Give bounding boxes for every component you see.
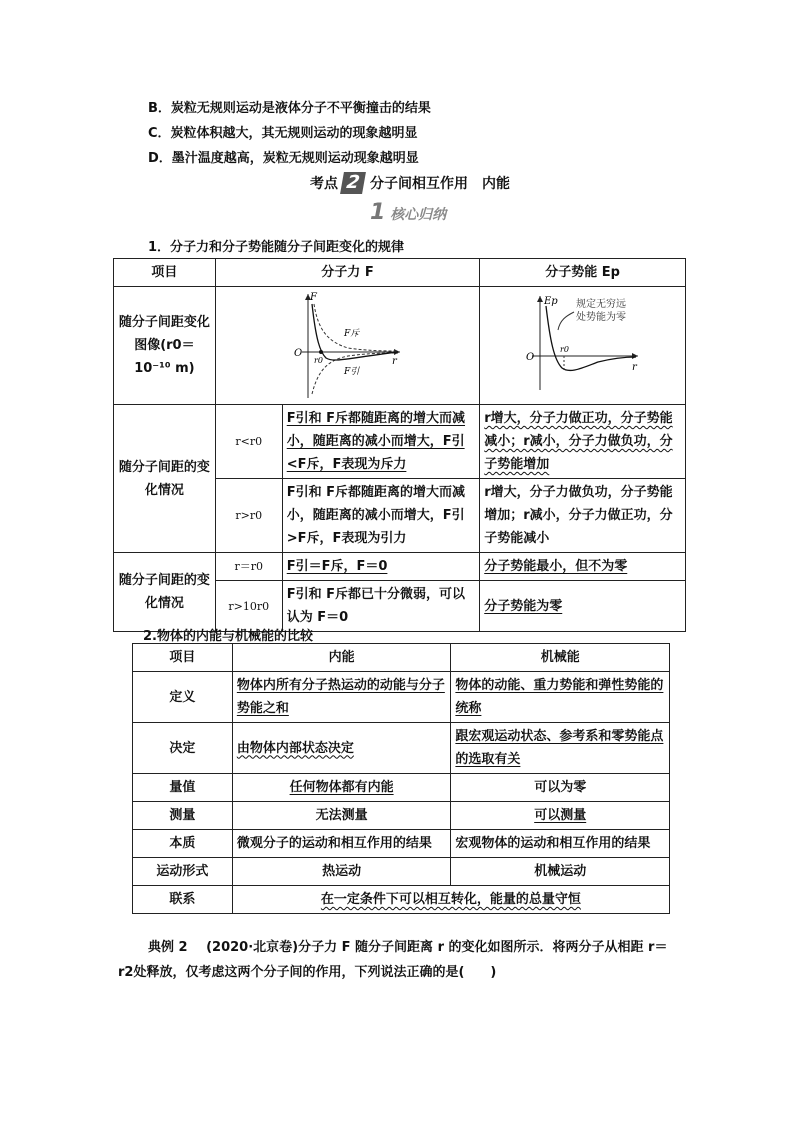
core-summary-text: 核心归纳 [390, 207, 447, 223]
t1-gt-energy: r增大，分子力做负功，分子势能增加；r减小，分子力做正功，分子势能减小 [480, 479, 686, 553]
t2-row-value-mechanical: 可以为零 [451, 774, 670, 802]
core-summary-heading [370, 200, 446, 225]
force-origin-O: O [293, 347, 302, 359]
t2-row-measure-internal: 无法测量 [232, 802, 451, 830]
t2-row-relation-value: 在一定条件下可以相互转化，能量的总量守恒 [232, 886, 669, 914]
kaodian-heading [310, 172, 510, 194]
energy-origin-O: O [525, 351, 534, 363]
t1-gt-cond: r>r0 [215, 479, 282, 553]
energy-distance-graph [518, 290, 648, 402]
t2-row-value-internal: 任何物体都有内能 [232, 774, 451, 802]
t2-row-motion-mechanical: 机械运动 [451, 858, 670, 886]
t2-row-definition-internal: 物体内所有分子热运动的动能与分子势能之和 [232, 672, 451, 723]
t1-change-label-2: 随分子间距的变化情况 [114, 553, 216, 632]
t1-far-energy: 分子势能为零 [480, 581, 686, 632]
t2-header-internal: 内能 [232, 644, 451, 672]
energy-r0-label: r0 [559, 344, 569, 354]
t1-header-force: 分子力 F [215, 259, 479, 287]
t1-eq-force: F引＝F斥，F＝0 [282, 553, 480, 581]
energy-graph-cell [480, 287, 686, 405]
t2-row-relation-label: 联系 [133, 886, 233, 914]
force-graph-cell [215, 287, 479, 405]
t1-lt-force: F引和 F斥都随距离的增大而减小，随距离的减小而增大，F引<F斥，F表现为斥力 [282, 405, 480, 479]
force-distance-graph [288, 290, 408, 402]
option-c: C．炭粒体积越大，其无规则运动的现象越明显 [148, 126, 418, 141]
t2-header-mechanical: 机械能 [451, 644, 670, 672]
force-axis-F: F [309, 291, 317, 303]
t2-row-nature-internal: 微观分子的运动和相互作用的结果 [232, 830, 451, 858]
t2-row-motion-internal: 热运动 [232, 858, 451, 886]
t1-eq-energy: 分子势能最小，但不为零 [480, 553, 686, 581]
example-text-1: (2020·北京卷)分子力 F 随分子间距离 r 的变化如图所示．将两分子从相距 r＝ [206, 940, 668, 955]
t1-graph-label: 随分子间距变化图像(r0＝10⁻¹⁰ m) [114, 287, 216, 405]
force-att-label: F引 [343, 366, 359, 377]
section1-title: 1．分子力和分子势能随分子间距变化的规律 [148, 240, 405, 255]
t2-row-value-label: 量值 [133, 774, 233, 802]
energy-comparison-table [132, 643, 670, 914]
t2-row-nature-mechanical: 宏观物体的运动和相互作用的结果 [451, 830, 670, 858]
example-label: 典例 2 [148, 940, 188, 955]
t1-far-force: F引和 F斥都已十分微弱，可以认为 F＝0 [282, 581, 480, 632]
kaodian-number: 2 [340, 172, 366, 194]
core-summary-number: 1 [370, 200, 386, 225]
t1-header-item: 项目 [114, 259, 216, 287]
section2-title: 2.物体的内能与机械能的比较 [143, 629, 313, 644]
t2-row-definition-label: 定义 [133, 672, 233, 723]
t2-row-measure-mechanical: 可以测量 [451, 802, 670, 830]
t1-change-label: 随分子间距的变化情况 [114, 405, 216, 553]
t1-lt-energy: r增大，分子力做正功，分子势能减小；r减小，分子力做负功，分子势能增加 [480, 405, 686, 479]
option-b: B．炭粒无规则运动是液体分子不平衡撞击的结果 [148, 101, 431, 116]
t2-row-nature-label: 本质 [133, 830, 233, 858]
t2-row-determine-internal: 由物体内部状态决定 [232, 723, 451, 774]
example-text-2: r2处释放，仅考虑这两个分子间的作用，下列说法正确的是( ) [118, 965, 497, 980]
t1-far-cond: r>10r0 [215, 581, 282, 632]
kaodian-title: 分子间相互作用 内能 [370, 176, 510, 192]
force-r0-label: r0 [313, 355, 323, 365]
force-energy-table [113, 258, 686, 632]
option-d: D．墨汁温度越高，炭粒无规则运动现象越明显 [148, 151, 419, 166]
example-line-1 [148, 936, 667, 955]
energy-note: 规定无穷远处势能为零 [575, 298, 626, 323]
t1-gt-force: F引和 F斥都随距离的增大而减小，随距离的减小而增大，F引>F斥，F表现为引力 [282, 479, 480, 553]
t1-lt-cond: r<r0 [215, 405, 282, 479]
force-axis-r: r [391, 355, 397, 367]
t2-header-item: 项目 [133, 644, 233, 672]
t1-header-energy: 分子势能 Ep [480, 259, 686, 287]
t2-row-measure-label: 测量 [133, 802, 233, 830]
force-rep-label: F斥 [343, 328, 359, 339]
t2-row-motion-label: 运动形式 [133, 858, 233, 886]
t2-row-definition-mechanical: 物体的动能、重力势能和弹性势能的统称 [451, 672, 670, 723]
kaodian-prefix: 考点 [310, 176, 338, 192]
t2-row-determine-mechanical: 跟宏观运动状态、参考系和零势能点的选取有关 [451, 723, 670, 774]
energy-axis-Ep: Ep [543, 295, 558, 307]
t1-eq-cond: r＝r0 [215, 553, 282, 581]
t2-row-determine-label: 决定 [133, 723, 233, 774]
energy-axis-r: r [631, 361, 637, 373]
